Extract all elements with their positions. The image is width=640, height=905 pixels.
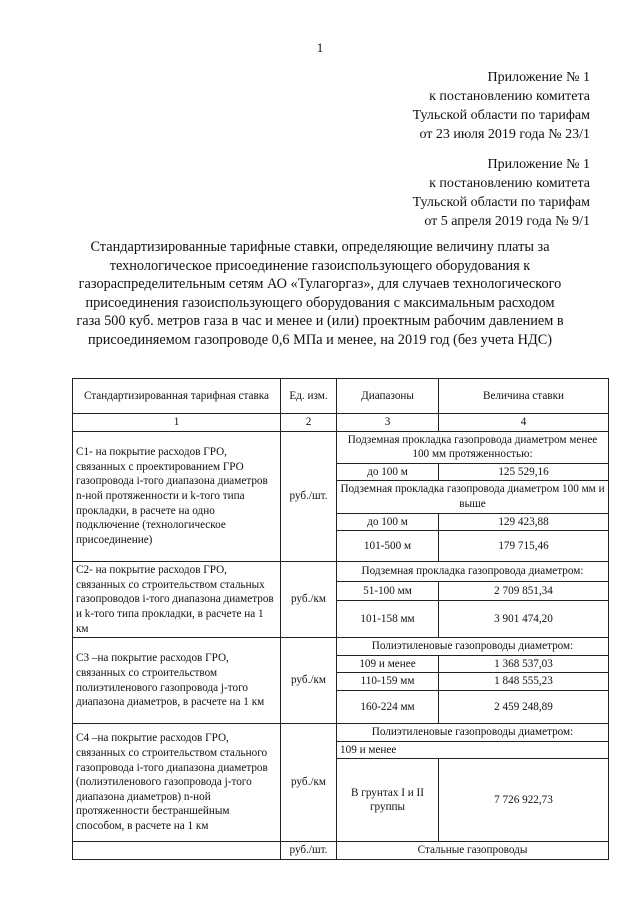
value-cell: 129 423,88	[439, 513, 609, 531]
rate-c2-unit: руб./км	[281, 562, 337, 638]
rate-c2-description: С2- на покрытие расходов ГРО, связанных со строительством стальных газопроводов i-того диапазона диаметров и k-того типа прокладки, в расчете на 1 км	[73, 562, 281, 638]
table-row	[73, 431, 609, 463]
value-cell: 2 709 851,34	[439, 581, 609, 600]
last-unit: руб./шт.	[281, 842, 337, 860]
range-cell: до 100 м	[337, 463, 439, 481]
table-row	[73, 562, 609, 581]
value-cell: 1 848 555,23	[439, 673, 609, 691]
value-cell: 3 901 474,20	[439, 601, 609, 638]
range-cell: 51-100 мм	[337, 581, 439, 600]
table-number-row	[73, 414, 609, 432]
column-number: 2	[281, 414, 337, 432]
appendix-line: к постановлению комитета	[429, 176, 590, 191]
value-cell: 1 368 537,03	[439, 655, 609, 673]
document-title: Стандартизированные тарифные ставки, определяющие величину платы за технологическое присоединение газоиспользующего оборудования к газораспределительным сетям АО «Тулагоргаз», для случаев технологического присоединения газоиспользующего оборудования с максимальным расходом газа 500 куб. метров газа в час и менее и (или) проектным рабочим давлением в присоединяемом газопроводе 0,6 МПа и менее, на 2019 год (без учета НДС)	[76, 239, 564, 348]
rate-c1-unit: руб./шт.	[281, 431, 337, 562]
rate-c3-subheader: Полиэтиленовые газопроводы диаметром:	[337, 638, 609, 656]
rate-c4-subheader: Полиэтиленовые газопроводы диаметром:	[337, 723, 609, 741]
appendix-line: Приложение № 1	[487, 70, 590, 85]
rate-c4-unit: руб./км	[281, 723, 337, 841]
appendix-line: Тульской области по тарифам	[412, 108, 590, 123]
last-subheader: Стальные газопроводы	[337, 842, 609, 860]
appendix-line: от 23 июля 2019 года № 23/1	[419, 127, 590, 142]
table-header-row	[73, 379, 609, 414]
range-cell: 101-158 мм	[337, 601, 439, 638]
column-number: 1	[73, 414, 281, 432]
table-row	[73, 638, 609, 656]
range-cell: 101-500 м	[337, 531, 439, 562]
empty-cell	[73, 842, 281, 860]
column-number: 3	[337, 414, 439, 432]
rate-c1-subheader-2: Подземная прокладка газопровода диаметром 100 мм и выше	[337, 481, 609, 513]
range-cell: В грунтах I и II группы	[337, 759, 439, 842]
rate-c1-subheader: Подземная прокладка газопровода диаметром менее 100 мм протяженностью:	[337, 431, 609, 463]
rate-c3-description: С3 –на покрытие расходов ГРО, связанных со строительством полиэтиленового газопровода j-того диапазона диаметров, в расчете на 1 км	[73, 638, 281, 724]
value-cell: 179 715,46	[439, 531, 609, 562]
rate-c4-diameter: 109 и менее	[337, 741, 609, 759]
rate-c2-subheader: Подземная прокладка газопровода диаметром:	[337, 562, 609, 581]
column-number: 4	[439, 414, 609, 432]
appendix-line: Тульской области по тарифам	[412, 195, 590, 210]
range-cell: до 100 м	[337, 513, 439, 531]
table-row	[73, 723, 609, 741]
range-cell: 109 и менее	[337, 655, 439, 673]
value-cell: 125 529,16	[439, 463, 609, 481]
appendix-line: от 5 апреля 2019 года № 9/1	[424, 214, 590, 229]
range-cell: 160-224 мм	[337, 690, 439, 723]
appendix-line: Приложение № 1	[487, 157, 590, 172]
rate-c1-description: С1- на покрытие расходов ГРО, связанных с проектированием ГРО газопровода i-того диапазона диаметров n-ной протяженности и k-того типа прокладки, в расчете на одно подключение (технологическое присоединение)	[73, 431, 281, 562]
header-unit: Ед. изм.	[281, 379, 337, 414]
appendix-block-original	[413, 155, 590, 231]
tariff-table	[72, 378, 609, 860]
rate-c3-unit: руб./км	[281, 638, 337, 724]
header-range: Диапазоны	[337, 379, 439, 414]
header-rate: Стандартизированная тарифная ставка	[73, 379, 281, 414]
value-cell: 7 726 922,73	[439, 759, 609, 842]
value-cell: 2 459 248,89	[439, 690, 609, 723]
header-value: Величина ставки	[439, 379, 609, 414]
table-row	[73, 842, 609, 860]
page-number: 1	[316, 40, 324, 55]
rate-c4-description: С4 –на покрытие расходов ГРО, связанных со строительством стального газопровода i-того диапазона диаметров (полиэтиленового газопровода j-того диапазона диаметров) n-ной протяженности бестраншейным способом, в расчете на 1 км	[73, 723, 281, 841]
appendix-block-current	[413, 68, 590, 144]
range-cell: 110-159 мм	[337, 673, 439, 691]
appendix-line: к постановлению комитета	[429, 89, 590, 104]
